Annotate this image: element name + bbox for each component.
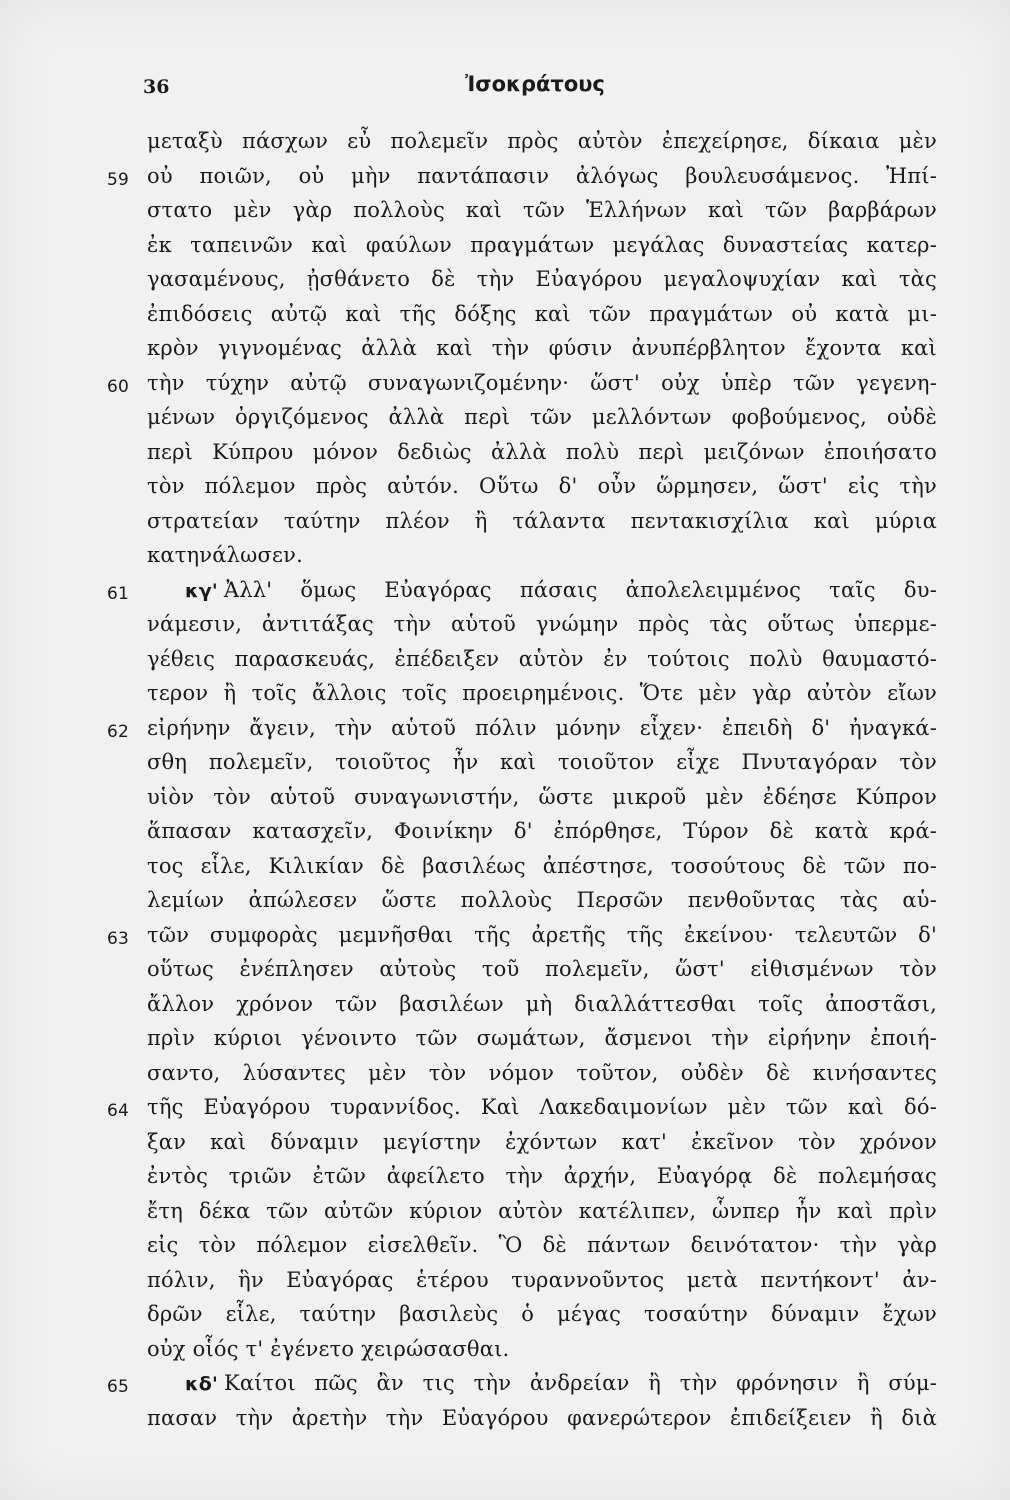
line-text: ἐπιδόσεις αὐτῷ καὶ τῆς δόξης καὶ τῶν πραγμάτων οὐ κατὰ μι-: [147, 301, 937, 326]
margin-line-number: 65: [107, 1377, 130, 1397]
margin-line-number: 59: [107, 169, 130, 190]
line-text: οὐ ποιῶν, οὐ μὴν παντάπασιν ἀλόγως βουλευσάμενος. Ἠπί-: [147, 163, 937, 188]
line-text: ἔτη δέκα τῶν αὐτῶν κύριον αὐτὸν κατέλιπεν, ὧνπερ ἦν καὶ πρὶν: [147, 1198, 937, 1223]
text-line: [147, 262, 937, 297]
text-line: [147, 780, 937, 815]
line-text: δρῶν εἷλε, ταύτην βασιλεὺς ὁ μέγας τοσαύτην δύναμιν ἔχων: [147, 1302, 937, 1326]
line-text: μένων ὀργιζόμενος ἀλλὰ περὶ τῶν μελλόντων φοβούμενος, οὐδὲ: [147, 405, 937, 429]
line-text: πρὶν κύριοι γένοιντο τῶν σωμάτων, ἄσμενοι τὴν εἰρήνην ἐποιή-: [147, 1026, 937, 1050]
page-number: 36: [143, 76, 170, 98]
margin-line-number: 64: [107, 1101, 130, 1121]
text-line: [107, 711, 937, 746]
text-line: [147, 607, 937, 642]
line-text: γέθεις παρασκευάς, ἐπέδειξεν αὑτὸν ἐν τούτοις πολὺ θαυμαστό-: [147, 646, 937, 671]
text-line: [147, 193, 937, 228]
line-text: νάμεσιν, ἀντιτάξας τὴν αὑτοῦ γνώμην πρὸς τὰς οὕτως ὑπερμε-: [147, 612, 937, 636]
line-text: ἄλλον χρόνον τῶν βασιλέων μὴ διαλλάττεσθαι τοῖς ἀποστᾶσι,: [147, 991, 937, 1016]
text-line: [147, 676, 937, 711]
line-text: πασαν τὴν ἀρετὴν τὴν Εὐαγόρου φανερώτερον ἐπιδείξειεν ἢ διὰ: [147, 1405, 937, 1430]
text-block: [107, 124, 937, 1435]
text-line: [147, 124, 937, 159]
line-text: τῆς Εὐαγόρου τυραννίδος. Καὶ Λακεδαιμονίων μὲν τῶν καὶ δό-: [147, 1095, 937, 1119]
line-text: κατηνάλωσεν.: [147, 543, 303, 567]
text-line: [147, 849, 937, 884]
line-text: ξαν καὶ δύναμιν μεγίστην ἐχόντων κατ' ἐκεῖνον τὸν χρόνον: [147, 1129, 937, 1154]
line-text: ἐκ ταπεινῶν καὶ φαύλων πραγμάτων μεγάλας δυναστείας κατερ-: [147, 232, 937, 257]
line-text: μεταξὺ πάσχων εὖ πολεμεῖν πρὸς αὐτὸν ἐπεχείρησε, δίκαια μὲν: [147, 129, 937, 153]
text-line: [107, 366, 937, 401]
line-text: ἅπασαν κατασχεῖν, Φοινίκην δ' ἐπόρθησε, Τύρον δὲ κατὰ κρά-: [147, 819, 937, 843]
line-text: οὕτως ἐνέπλησεν αὐτοὺς τοῦ πολεμεῖν, ὥστ' εἰθισμένων τὸν: [147, 957, 937, 981]
text-line: [147, 987, 937, 1022]
text-line: [107, 1366, 937, 1401]
text-line: [147, 642, 937, 677]
text-line: [147, 538, 937, 573]
line-text: τὸν πόλεμον πρὸς αὐτόν. Οὕτω δ' οὖν ὥρμησεν, ὥστ' εἰς τὴν: [147, 474, 937, 498]
text-line: [147, 228, 937, 263]
line-text: στατο μὲν γὰρ πολλοὺς καὶ τῶν Ἑλλήνων καὶ τῶν βαρβάρων: [147, 198, 937, 222]
line-text: σαντο, λύσαντες μὲν τὸν νόμον τοῦτον, οὐδὲν δὲ κινήσαντες: [147, 1060, 937, 1085]
line-text: ἐντὸς τριῶν ἐτῶν ἀφείλετο τὴν ἀρχήν, Εὐαγόρᾳ δὲ πολεμήσας: [147, 1164, 937, 1188]
line-text: τὴν τύχην αὐτῷ συναγωνιζομένην· ὥστ' οὐχ ὑπὲρ τῶν γεγενη-: [147, 370, 937, 395]
text-line: [147, 435, 937, 470]
text-line: [147, 1125, 937, 1160]
text-line: [147, 504, 937, 539]
line-text: σθη πολεμεῖν, τοιοῦτος ἦν καὶ τοιοῦτον εἶχε Πνυταγόραν τὸν: [147, 750, 937, 774]
line-text: Καίτοι πῶς ἂν τις τὴν ἀνδρείαν ἢ τὴν φρόνησιν ἢ σύμ-: [223, 1371, 937, 1395]
section-marker: κγ': [185, 579, 218, 602]
text-line: [147, 1159, 937, 1194]
line-text: εἰρήνην ἄγειν, τὴν αὑτοῦ πόλιν μόνην εἶχεν· ἐπειδὴ δ' ἠναγκά-: [147, 715, 937, 740]
text-line: [147, 883, 937, 918]
text-line: [107, 573, 937, 608]
text-line: [147, 469, 937, 504]
text-line: [147, 1056, 937, 1091]
line-text: λεμίων ἀπώλεσεν ὥστε πολλοὺς Περσῶν πενθοῦντας τὰς αὑ-: [147, 888, 937, 912]
text-line: [147, 1194, 937, 1229]
text-line: [107, 918, 937, 953]
text-line: [147, 952, 937, 987]
text-line: [107, 159, 937, 194]
text-line: [147, 1228, 937, 1263]
running-head: Ἰσοκράτους: [465, 72, 605, 96]
line-text: υἱὸν τὸν αὑτοῦ συναγωνιστήν, ὥστε μικροῦ μὲν ἐδέησε Κύπρον: [147, 784, 937, 809]
margin-line-number: 60: [107, 376, 130, 397]
line-text: εἰς τὸν πόλεμον εἰσελθεῖν. Ὃ δὲ πάντων δεινότατον· τὴν γὰρ: [147, 1233, 937, 1257]
text-line: [107, 1090, 937, 1125]
text-line: [147, 1021, 937, 1056]
line-text: τος εἷλε, Κιλικίαν δὲ βασιλέως ἀπέστησε, τοσούτους δὲ τῶν πο-: [147, 853, 937, 878]
line-text: τερον ἢ τοῖς ἄλλοις τοῖς προειρημένοις. Ὅτε μὲν γὰρ αὐτὸν εἴων: [147, 681, 937, 705]
line-text: οὐχ οἷός τ' ἐγένετο χειρώσασθαι.: [147, 1336, 510, 1361]
text-line: [147, 1332, 937, 1367]
text-line: [147, 297, 937, 332]
text-line: [147, 745, 937, 780]
line-text: Ἀλλ' ὅμως Εὐαγόρας πάσαις ἀπολελειμμένος ταῖς δυ-: [223, 577, 937, 602]
text-line: [147, 814, 937, 849]
text-line: [147, 331, 937, 366]
margin-line-number: 63: [107, 928, 130, 949]
text-line: [147, 1401, 937, 1436]
line-text: περὶ Κύπρου μόνον δεδιὼς ἀλλὰ πολὺ περὶ μειζόνων ἐποιήσατο: [147, 439, 937, 464]
line-text: κρὸν γιγνομένας ἀλλὰ καὶ τὴν φύσιν ἀνυπέρβλητον ἔχοντα καὶ: [147, 336, 937, 360]
text-line: [147, 1263, 937, 1298]
line-text: στρατείαν ταύτην πλέον ἢ τάλαντα πεντακισχίλια καὶ μύρια: [147, 508, 937, 533]
text-line: [147, 1297, 937, 1332]
section-marker: κδ': [185, 1373, 218, 1395]
margin-line-number: 61: [107, 583, 130, 604]
text-line: [147, 400, 937, 435]
margin-line-number: 62: [107, 721, 130, 742]
line-text: γασαμένους, ᾐσθάνετο δὲ τὴν Εὐαγόρου μεγαλοψυχίαν καὶ τὰς: [147, 267, 937, 291]
line-text: πόλιν, ἣν Εὐαγόρας ἑτέρου τυραννοῦντος μετὰ πεντήκοντ' ἀν-: [147, 1267, 937, 1292]
line-text: τῶν συμφορὰς μεμνῆσθαι τῆς ἀρετῆς τῆς ἐκείνου· τελευτῶν δ': [147, 922, 937, 947]
